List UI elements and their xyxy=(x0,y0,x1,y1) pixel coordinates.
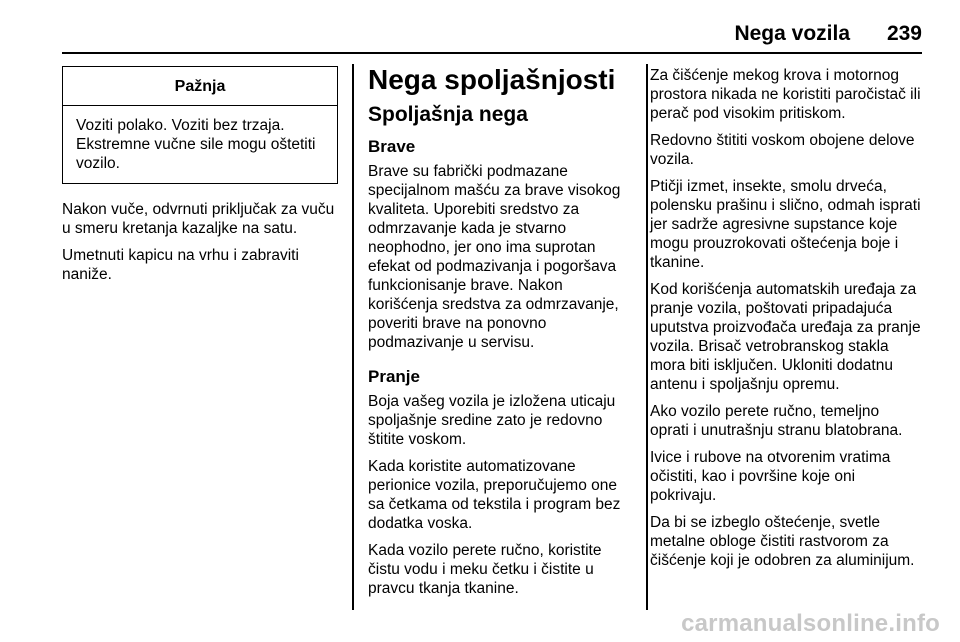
paragraph: Nakon vuče, odvrnuti priključak za vuču u smeru kretanja kazaljke na satu. xyxy=(62,201,335,237)
topic-heading-pranje: Pranje xyxy=(368,367,420,386)
left-column xyxy=(62,66,338,292)
paragraph: Ako vozilo perete ručno, temeljno oprati i unutrašnju stranu blatobrana. xyxy=(650,403,903,439)
watermark-text: carmanualsonline.info xyxy=(681,610,940,637)
page-header-title: Nega vozila xyxy=(734,22,850,45)
paragraph: Redovno štititi voskom obojene delove vozila. xyxy=(650,132,915,168)
paragraph: Kada vozilo perete ručno, koristite čistu vodu i meku četku i čistite u pravcu tkanja tkanine. xyxy=(368,542,602,597)
column-divider-right xyxy=(646,64,648,610)
notice-body: Voziti polako. Voziti bez trzaja. Ekstremne vučne sile mogu oštetiti vozilo. xyxy=(76,117,316,172)
paragraph: Umetnuti kapicu na vrhu i zabraviti naniže. xyxy=(62,247,299,283)
paragraph: Ivice i rubove na otvorenim vratima očistiti, kao i površine koje oni pokrivaju. xyxy=(650,449,891,504)
column-divider-left xyxy=(352,64,354,610)
section-subheading: Spoljašnja nega xyxy=(368,103,528,126)
middle-column xyxy=(368,64,636,606)
right-column xyxy=(650,66,922,578)
paragraph: Ptičji izmet, insekte, smolu drveća, polensku prašinu i slično, odmah isprati jer sadrže agresivne supstance koje mogu prouzrokovati oštećenja boje i tkanine. xyxy=(650,178,921,271)
paragraph: Kada koristite automatizovane perionice vozila, preporučujemo one sa četkama od tekstila i program bez dodatka voska. xyxy=(368,458,621,532)
section-heading: Nega spoljašnjosti xyxy=(368,64,616,95)
paragraph: Brave su fabrički podmazane specijalnom mašću za brave visokog kvaliteta. Uporebiti sredstvo za odmrzavanje kada je stvarno neophodno, jer ono ima suprotan efekat od podmazivanja i pogoršava funkcionisanje brave. Nakon korišćenja sredstva za odmrzavanje, poveriti brave na ponovno podmazivanje u servisu. xyxy=(368,163,621,351)
notice-title: Pažnja xyxy=(63,67,337,106)
paragraph: Boja vašeg vozila je izložena uticaju spoljašnje sredine zato je redovno štitite voskom. xyxy=(368,393,616,448)
paragraph: Za čišćenje mekog krova i motornog prostora nikada ne koristiti paročistač ili perač pod visokim pritiskom. xyxy=(650,67,921,122)
page-number: 239 xyxy=(886,22,922,45)
header-divider xyxy=(62,52,922,54)
paragraph: Da bi se izbeglo oštećenje, svetle metalne obloge čistiti rastvorom za čišćenje koji je odobren za aluminijum. xyxy=(650,514,915,569)
paragraph: Kod korišćenja automatskih uređaja za pranje vozila, poštovati pripadajuća uputstva proizvođača uređaja za pranje vozila. Brisač vetrobranskog stakla mora biti isključen. Ukloniti dodatnu antenu i spoljašnju opremu. xyxy=(650,281,921,393)
notice-box xyxy=(62,66,338,184)
topic-heading-brave: Brave xyxy=(368,137,416,156)
